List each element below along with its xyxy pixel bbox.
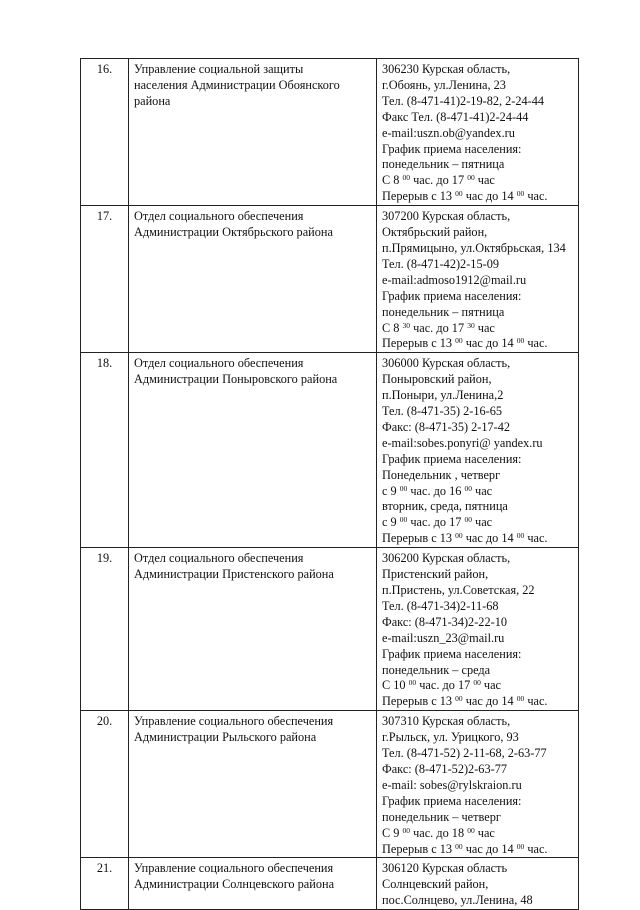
contact-line: График приема населения: — [382, 646, 522, 661]
contact-details — [377, 711, 579, 858]
schedule-text: Перерыв с 13 — [382, 531, 456, 546]
schedule-line — [382, 531, 575, 547]
organization-line: района — [134, 93, 171, 108]
minutes-superscript: 00 — [408, 678, 417, 688]
contact-line: График приема населения: — [382, 451, 522, 466]
row-number: 21. — [81, 858, 129, 910]
minutes-superscript: 00 — [399, 483, 408, 493]
minutes-superscript: 00 — [516, 694, 525, 704]
contact-line: Солнцевский район, — [382, 877, 489, 892]
table-row — [81, 206, 579, 353]
schedule-text: Перерыв с 13 — [382, 336, 456, 351]
minutes-superscript: 00 — [455, 336, 463, 346]
contact-line: п.Пристень, ул.Советская, 22 — [382, 583, 535, 597]
minutes-superscript: 00 — [516, 531, 525, 541]
contact-line: Тел. (8-471-34)2-11-68 — [382, 598, 499, 613]
contact-line: Тел. (8-471-52) 2-11-68, 2-63-77 — [382, 746, 547, 761]
contact-line: понедельник – среда — [382, 662, 491, 677]
minutes-superscript: 30 — [467, 320, 475, 330]
contact-line: e-mail:sobes.ponyri@ yandex.ru — [382, 435, 543, 450]
schedule-text: С 9 — [382, 825, 403, 840]
contact-line: Октябрьский район, — [382, 225, 488, 240]
row-number: 19. — [81, 548, 129, 711]
table-row — [81, 548, 579, 711]
contact-line: п.Прямицыно, ул.Октябрьская, 134 — [382, 240, 566, 255]
schedule-text: час. — [524, 694, 548, 709]
schedule-line — [382, 189, 575, 205]
schedule-text: час. — [524, 189, 548, 204]
contact-line: График приема населения: — [382, 793, 522, 808]
schedule-line — [382, 499, 575, 515]
contact-line: понедельник – пятница — [382, 304, 505, 319]
schedule-line — [382, 173, 575, 189]
contact-line: Пристенский район, — [382, 567, 489, 582]
schedule-text: с 9 — [382, 515, 400, 530]
contact-line: Поныровский район, — [382, 372, 492, 387]
schedule-text: С 8 — [382, 320, 403, 335]
table-body — [81, 59, 579, 910]
table-row — [81, 711, 579, 858]
schedule-text: С 8 — [382, 173, 403, 188]
contact-line: Понедельник , четверг — [382, 467, 501, 482]
contact-line: 306200 Курская область, — [382, 551, 511, 566]
contact-details — [377, 353, 579, 548]
minutes-superscript: 00 — [399, 515, 408, 525]
schedule-line — [382, 321, 575, 337]
minutes-superscript: 00 — [516, 336, 525, 346]
schedule-text: Перерыв с 13 — [382, 841, 456, 856]
schedule-text: час. до 17 — [410, 320, 468, 335]
contact-line: Факс: (8-471-34)2-22-10 — [382, 614, 507, 629]
minutes-superscript: 00 — [464, 483, 472, 493]
schedule-text: час. до 17 — [416, 678, 474, 693]
contact-line: пос.Солнцево, ул.Ленина, 48 — [382, 893, 533, 908]
row-number: 17. — [81, 206, 129, 353]
organization-line: Администрации Октябрьского района — [134, 225, 333, 240]
contact-line: Факс Тел. (8-471-41)2-24-44 — [382, 109, 529, 124]
contact-line: График приема населения: — [382, 288, 522, 303]
organization-line: Администрации Рыльского района — [134, 730, 317, 745]
minutes-superscript: 30 — [402, 320, 410, 330]
schedule-line — [382, 678, 575, 694]
contact-line: 306230 Курская область, — [382, 62, 511, 76]
contact-details — [377, 858, 579, 910]
minutes-superscript: 00 — [473, 678, 481, 688]
schedule-text: час — [471, 515, 493, 530]
minutes-superscript: 00 — [455, 841, 463, 851]
minutes-superscript: 00 — [402, 173, 410, 183]
schedule-line — [382, 515, 575, 531]
schedule-text: час до 14 — [462, 189, 517, 204]
schedule-line — [382, 484, 575, 500]
schedule-text: час до 14 — [462, 336, 517, 351]
contact-line: График приема населения: — [382, 141, 522, 156]
contact-line: 306120 Курская область — [382, 861, 508, 876]
schedule-text: час. до 17 — [407, 515, 465, 530]
contact-line: г.Рыльск, ул. Урицкого, 93 — [382, 730, 519, 745]
minutes-superscript: 00 — [464, 515, 472, 525]
document-page — [80, 58, 578, 910]
organization-line: Отдел социального обеспечения — [134, 356, 304, 371]
offices-table — [80, 58, 579, 910]
contact-line: e-mail:uszn_23@mail.ru — [382, 630, 505, 645]
schedule-text: час до 14 — [462, 694, 517, 709]
minutes-superscript: 00 — [467, 825, 475, 835]
organization-line: Администрации Солнцевского района — [134, 877, 335, 892]
table-row — [81, 353, 579, 548]
organization-name — [129, 353, 377, 548]
schedule-line — [382, 694, 575, 710]
contact-line: понедельник – четверг — [382, 809, 501, 824]
contact-line: 307200 Курская область, — [382, 209, 511, 224]
contact-details — [377, 206, 579, 353]
organization-line: Отдел социального обеспечения — [134, 551, 304, 566]
contact-line: 306000 Курская область, — [382, 356, 511, 371]
minutes-superscript: 00 — [516, 189, 525, 199]
minutes-superscript: 00 — [455, 189, 463, 199]
contact-line: e-mail:admoso1912@mail.ru — [382, 272, 527, 287]
schedule-line — [382, 842, 575, 858]
organization-name — [129, 548, 377, 711]
schedule-text: Перерыв с 13 — [382, 694, 456, 709]
organization-line: Отдел социального обеспечения — [134, 209, 304, 224]
contact-line: e-mail:uszn.ob@yandex.ru — [382, 125, 515, 140]
contact-details — [377, 548, 579, 711]
schedule-text: час. — [524, 531, 548, 546]
organization-line: Управление социальной защиты — [134, 62, 304, 76]
schedule-text: час — [474, 320, 495, 335]
schedule-text: час — [471, 483, 493, 498]
contact-line: 307310 Курская область, — [382, 714, 511, 729]
schedule-text: час. до 18 — [410, 825, 468, 840]
contact-line: Тел. (8-471-42)2-15-09 — [382, 256, 499, 271]
schedule-text: с 9 — [382, 483, 400, 498]
table-row — [81, 858, 579, 910]
contact-line: п.Поныри, ул.Ленина,2 — [382, 388, 504, 403]
minutes-superscript: 00 — [455, 531, 463, 541]
organization-line: Управление социального обеспечения — [134, 714, 334, 729]
schedule-line — [382, 826, 575, 842]
organization-line: Администрации Пристенского района — [134, 567, 334, 582]
contact-line: Факс: (8-471-35) 2-17-42 — [382, 419, 511, 434]
schedule-text: час до 14 — [462, 531, 517, 546]
table-row — [81, 59, 579, 206]
row-number: 16. — [81, 59, 129, 206]
schedule-text: час — [474, 825, 495, 840]
organization-line: Управление социального обеспечения — [134, 861, 334, 876]
schedule-text: час. до 16 — [407, 483, 465, 498]
schedule-text: вторник, среда, пятница — [382, 499, 508, 514]
schedule-text: Перерыв с 13 — [382, 189, 456, 204]
contact-line: Тел. (8-471-41)2-19-82, 2-24-44 — [382, 93, 545, 108]
schedule-line — [382, 336, 575, 352]
organization-name — [129, 858, 377, 910]
schedule-text: час. — [524, 841, 548, 856]
minutes-superscript: 00 — [455, 694, 463, 704]
minutes-superscript: 00 — [467, 173, 475, 183]
schedule-text: час — [480, 678, 502, 693]
schedule-text: час — [474, 173, 495, 188]
contact-line: Факс: (8-471-52)2-63-77 — [382, 761, 507, 776]
contact-line: e-mail: sobes@rylskraion.ru — [382, 777, 522, 792]
organization-name — [129, 711, 377, 858]
row-number: 20. — [81, 711, 129, 858]
schedule-text: час. до 17 — [410, 173, 468, 188]
contact-line: Тел. (8-471-35) 2-16-65 — [382, 404, 503, 419]
contact-line: г.Обоянь, ул.Ленина, 23 — [382, 77, 506, 92]
contact-details — [377, 59, 579, 206]
schedule-text: час до 14 — [462, 841, 517, 856]
organization-name — [129, 59, 377, 206]
contact-line: понедельник – пятница — [382, 157, 505, 172]
organization-name — [129, 206, 377, 353]
minutes-superscript: 00 — [402, 825, 410, 835]
row-number: 18. — [81, 353, 129, 548]
schedule-text: С 10 — [382, 678, 409, 693]
minutes-superscript: 00 — [516, 841, 525, 851]
organization-line: Администрации Поныровского района — [134, 372, 338, 387]
organization-line: населения Администрации Обоянского — [134, 77, 340, 92]
schedule-text: час. — [524, 336, 548, 351]
